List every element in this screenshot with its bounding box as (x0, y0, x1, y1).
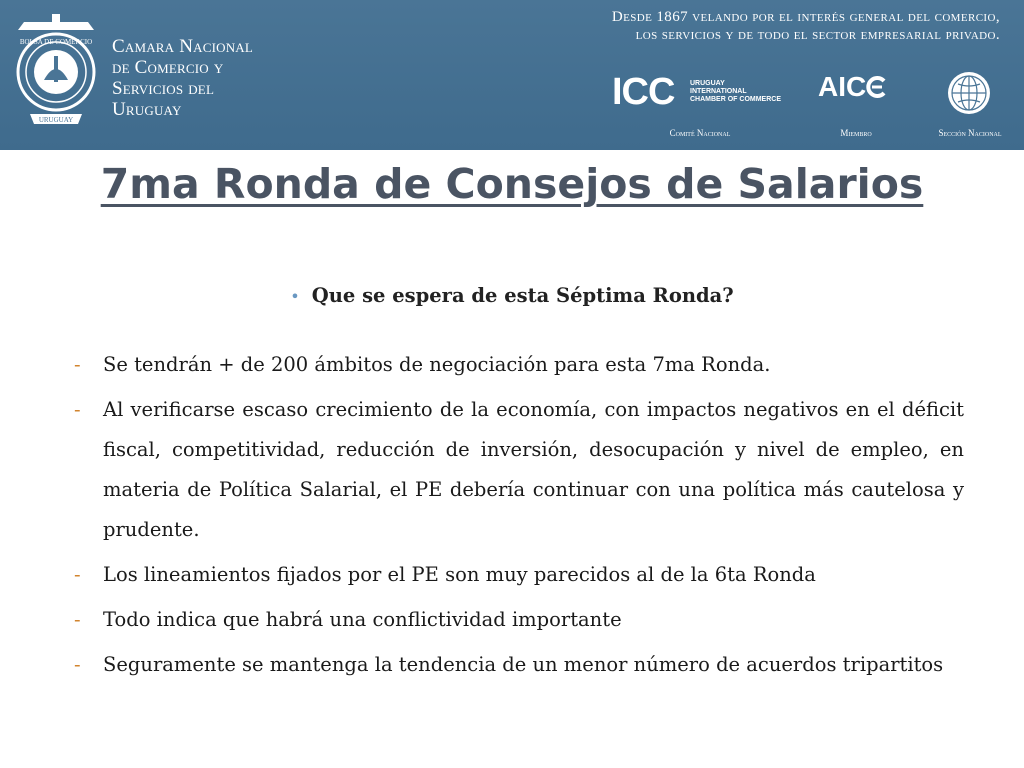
org-name-line: Uruguay (112, 99, 182, 120)
icc-subtitle-line: URUGUAY (690, 80, 725, 87)
org-name-line: de Comercio y (112, 57, 224, 78)
list-item (74, 345, 964, 385)
section-caption: Sección Nacional (938, 128, 1002, 138)
list-item (74, 555, 964, 595)
dash-icon: - (74, 563, 81, 586)
dash-icon: - (74, 398, 81, 421)
list-item-text: Se tendrán + de 200 ámbitos de negociación para esta 7ma Ronda. (103, 353, 771, 376)
icc-subtitle-line: CHAMBER OF COMMERCE (690, 96, 781, 103)
motto (612, 8, 1000, 44)
list-item (74, 645, 964, 685)
list-item (74, 390, 964, 550)
globe-icon (946, 70, 992, 116)
list-item-text: Seguramente se mantenga la tendencia de un menor número de acuerdos tripartitos (103, 653, 944, 676)
icc-caption: Comité Nacional (669, 128, 731, 138)
list-item-text: Al verificarse escaso crecimiento de la economía, con impactos negativos en el déficit fiscal, competitividad, reducción de inversión, desocupación y nivel de empleo, en materia de Política Salarial, el PE debería continuar con una política más cautelosa y prudente. (103, 398, 964, 541)
bullet-icon: • (290, 287, 300, 306)
icc-subtitle (690, 80, 781, 104)
aic-caption: Miembro (840, 128, 872, 138)
dash-icon: - (74, 653, 81, 676)
motto-line: Desde 1867 velando por el interés general del comercio, (611, 9, 1000, 25)
dash-icon: - (74, 353, 81, 376)
icc-logo (610, 66, 790, 142)
slide-title: 7ma Ronda de Consejos de Salarios (100, 160, 924, 208)
org-name-line: Camara Nacional (112, 36, 254, 57)
aic-mark (818, 72, 886, 102)
motto-line: los servicios y de todo el sector empresarial privado. (635, 27, 1000, 43)
icc-subtitle-line: INTERNATIONAL (690, 88, 747, 95)
question-text: Que se espera de esta Séptima Ronda? (311, 284, 734, 307)
section-logo (920, 66, 1020, 142)
list-item (74, 600, 964, 640)
question-heading (0, 284, 1024, 307)
seal-text-bottom: URUGUAY (38, 116, 74, 124)
header-banner (0, 0, 1024, 150)
dash-icon: - (74, 608, 81, 631)
organization-name (112, 36, 253, 120)
aic-mark-text: AIC (818, 71, 867, 102)
aic-swoosh-icon (866, 76, 886, 98)
aic-logo (810, 66, 902, 142)
chamber-seal-logo (10, 10, 102, 130)
seal-text-top: BOLSA DE COMERCIO (19, 38, 93, 46)
list-item-text: Los lineamientos fijados por el PE son muy parecidos al de la 6ta Ronda (103, 563, 816, 586)
list-item-text: Todo indica que habrá una conflictividad importante (103, 608, 622, 631)
bullet-list (74, 345, 964, 690)
icc-mark: ICC (612, 71, 675, 113)
org-name-line: Servicios del (112, 78, 215, 99)
